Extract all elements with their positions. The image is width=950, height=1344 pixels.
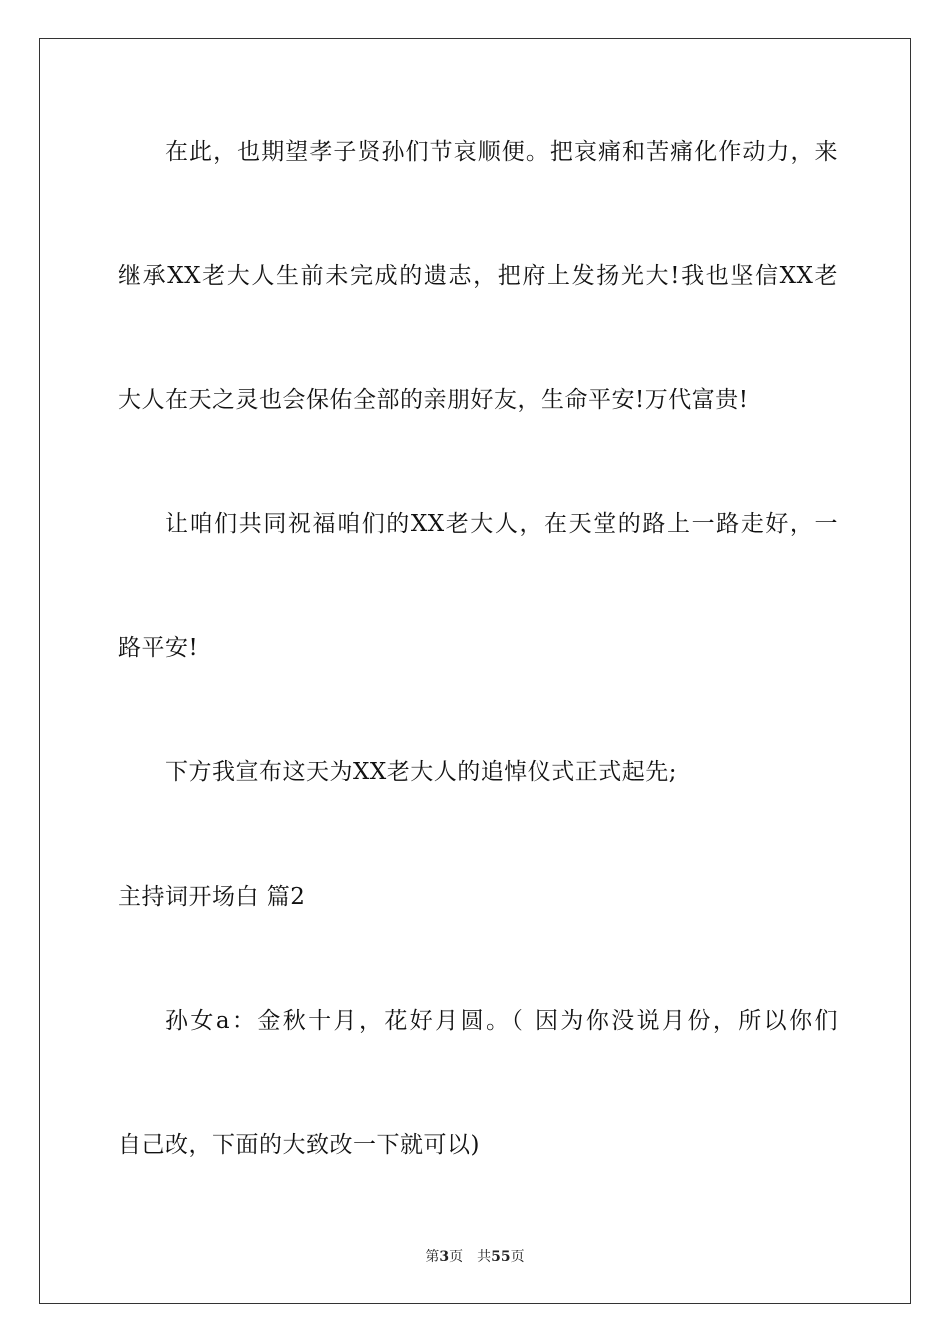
paragraph-line: 下方我宣布这天为XX老大人的追悼仪式正式起先; — [165, 759, 677, 785]
paragraph-line: 孙女a：金秋十月，花好月圆。（ 因为你没说月份，所以你们 — [165, 1008, 838, 1034]
page-label-prefix: 第 — [425, 1249, 440, 1265]
current-page-number: 3 — [439, 1249, 450, 1265]
page-footer — [0, 1248, 950, 1266]
total-label-prefix: 共 — [477, 1249, 492, 1265]
paragraph-line: 继承XX老大人生前未完成的遗志，把府上发扬光大!我也坚信XX老 — [118, 263, 838, 289]
page-label-suffix: 页 — [449, 1249, 464, 1265]
paragraph-line: 自己改，下面的大致改一下就可以) — [118, 1132, 480, 1158]
paragraph-line: 在此，也期望孝子贤孙们节哀顺便。把哀痛和苦痛化作动力，来 — [165, 139, 838, 165]
total-page-count: 55 — [491, 1249, 511, 1265]
paragraph-line: 大人在天之灵也会保佑全部的亲朋好友，生命平安!万代富贵! — [118, 387, 749, 413]
section-heading: 主持词开场白 篇2 — [118, 884, 306, 910]
total-label-suffix: 页 — [510, 1249, 525, 1265]
page-border — [39, 38, 911, 1304]
paragraph-line: 路平安! — [118, 635, 199, 661]
paragraph-line: 让咱们共同祝福咱们的XX老大人，在天堂的路上一路走好，一 — [165, 511, 838, 537]
